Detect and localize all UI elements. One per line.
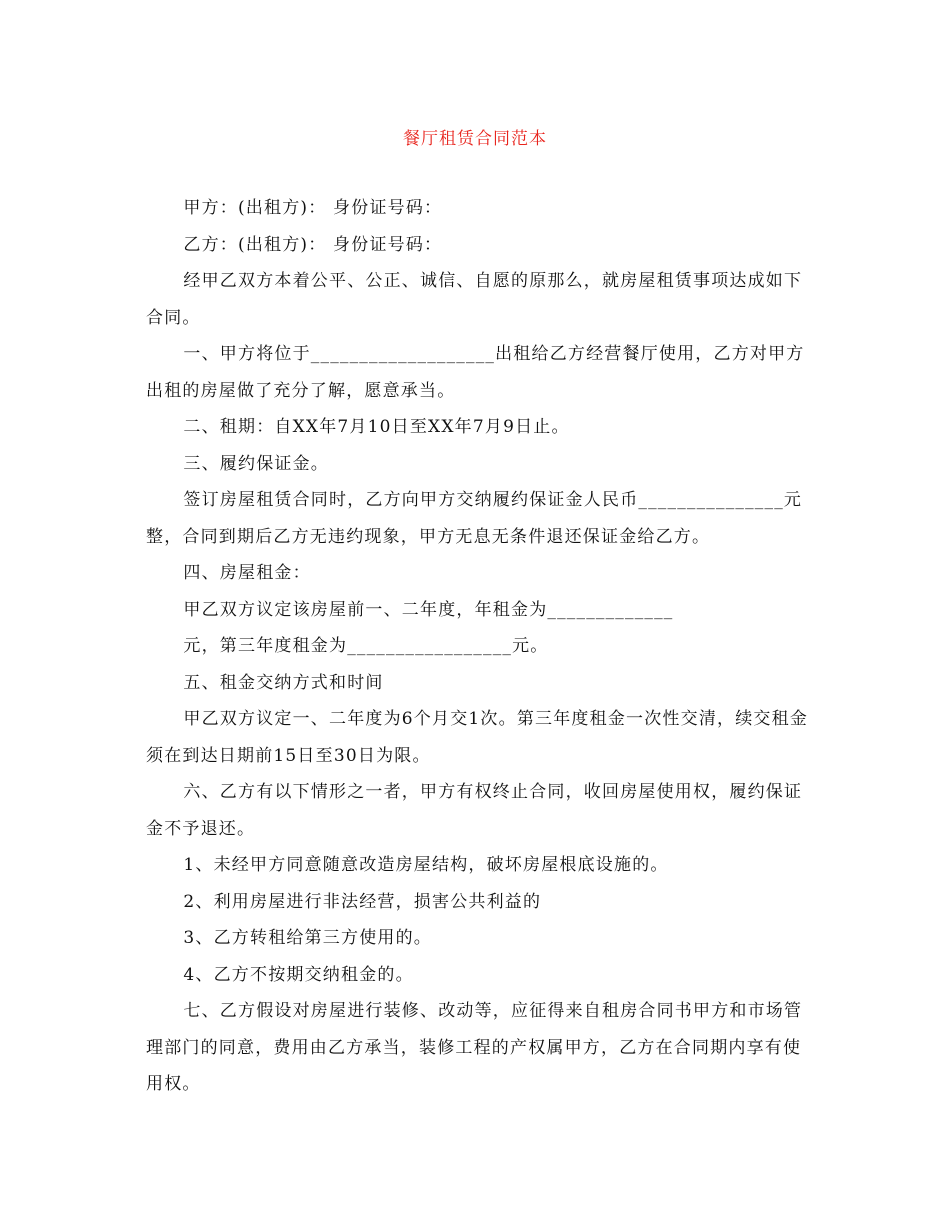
rent-years-1-2-line: 甲乙双方议定该房屋前一、二年度，年租金为_____________: [183, 599, 674, 620]
list-item-4: 4、乙方不按期交纳租金的。: [183, 964, 414, 985]
list-item-1: 1、未经甲方同意随意改造房屋结构，破坏房屋根底设施的。: [183, 855, 669, 875]
clause-6-paragraph: 六、乙方有以下情形之一者，甲方有权终止合同，收回房屋使用权，履约保证金不予退还。: [146, 782, 803, 839]
party-a-line: 甲方：(出租方)： 身份证号码：: [183, 198, 443, 218]
list-item-2: 2、利用房屋进行非法经营，损害公共利益的: [183, 891, 542, 912]
payment-paragraph: 甲乙双方议定一、二年度为6个月交1次。第三年度租金一次性交清，续交租金须在到达日期前15日至30日为限。: [146, 709, 809, 766]
clause-5-heading: 五、租金交纳方式和时间: [183, 672, 384, 693]
list-item-3: 3、乙方转租给第三方使用的。: [183, 928, 433, 948]
clause-2-paragraph: 二、租期：自XX年7月10日至XX年7月9日止。: [183, 417, 570, 437]
clause-7-paragraph: 七、乙方假设对房屋进行装修、改动等，应征得来自租房合同书甲方和市场管理部门的同意，费用由乙方承当，装修工程的产权属甲方，乙方在合同期内享有使用权。: [146, 1001, 803, 1094]
document-title: 餐厅租赁合同范本: [403, 129, 547, 149]
clause-4-heading: 四、房屋租金：: [183, 563, 311, 583]
deposit-paragraph: 签订房屋租赁合同时，乙方向甲方交纳履约保证金人民币_______________元整，合同到期后乙方无违约现象，甲方无息无条件退还保证金给乙方。: [146, 490, 803, 547]
clause-1-paragraph: 一、甲方将位于___________________出租给乙方经营餐厅使用，乙方对甲方出租的房屋做了充分了解，愿意承当。: [146, 344, 805, 401]
document-body: [146, 190, 810, 1103]
clause-3-heading: 三、履约保证金。: [183, 453, 329, 474]
party-b-line: 乙方：(出租方)： 身份证号码：: [183, 234, 443, 255]
preamble-paragraph: 经甲乙双方本着公平、公正、诚信、自愿的原那么，就房屋租赁事项达成如下合同。: [146, 271, 803, 328]
rent-year-3-line: 元，第三年度租金为_________________元。: [183, 636, 549, 656]
